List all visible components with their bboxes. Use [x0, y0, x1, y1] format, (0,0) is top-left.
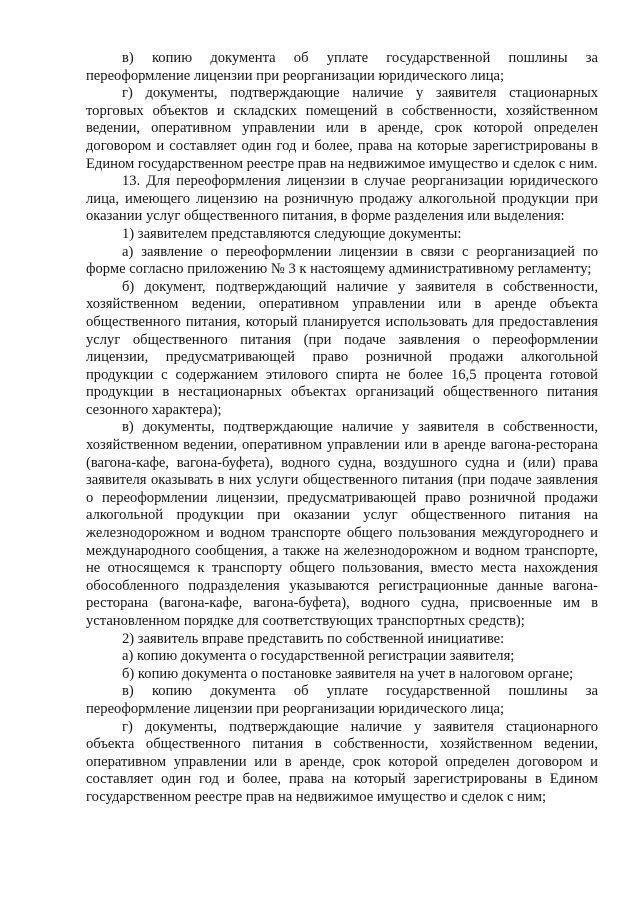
paragraph-item-2g: г) документы, подтверждающие наличие у заявителя стационарного объекта общественного питания в собственности, хозяйственном ведении, оперативном управлении или в аренде, срок которой определен договором и составляет один год и более, права на который зарегистрированы в Едином государственном реестре прав на недвижимое имущество и сделок с ним;	[86, 718, 598, 805]
paragraph-premises-docs-1: г) документы, подтверждающие наличие у заявителя стационарных торговых объектов и складских помещений в собственности, хозяйственном ведении, оперативном управлении или в аренде, срок которой определен договором и составляет один год и более, права на которые зарегистрированы в Едином государственном реестре прав на недвижимое имущество и сделок с ним.	[86, 85, 598, 172]
paragraph-item-1: 1) заявителем представляются следующие документы:	[122, 225, 462, 242]
document-page	[86, 50, 598, 807]
paragraph-item-2b: б) копию документа о постановке заявителя на учет в налоговом органе;	[122, 665, 574, 682]
paragraph-item-1b: б) документ, подтверждающий наличие у заявителя в собственности, хозяйственном ведении, оперативном управлении или в аренде объекта общественного питания, который планируется использовать для предоставления услуг общественного питания (при подаче заявления о переоформлении лицензии, предусматривающей право розничной продажи алкогольной продукции с содержанием этилового спирта не более 16,5 процента готовой продукции в нестационарных объектах организаций общественного питания сезонного характера);	[86, 278, 598, 418]
paragraph-fee-copy-1: в) копию документа об уплате государственной пошлины за переоформление лицензии при реорганизации юридического лица;	[86, 50, 598, 84]
paragraph-item-2a: а) копию документа о государственной регистрации заявителя;	[122, 648, 515, 665]
paragraph-section-13: 13. Для переоформления лицензии в случае реорганизации юридического лица, имеющего лицензию на розничную продажу алкогольной продукции при оказании услуг общественного питания, в форме разделения или выделения:	[86, 173, 598, 225]
paragraph-item-2: 2) заявитель вправе представить по собственной инициативе:	[122, 630, 505, 647]
paragraph-item-2v: в) копию документа об уплате государственной пошлины за переоформление лицензии при реорганизации юридического лица;	[86, 683, 598, 717]
paragraph-item-1a: а) заявление о переоформлении лицензии в связи с реорганизацией по форме согласно приложению № 3 к настоящему административному регламенту;	[86, 243, 598, 278]
paragraph-item-1v: в) документы, подтверждающие наличие у заявителя в собственности, хозяйственном ведении, оперативном управлении или в аренде вагона-ресторана (вагона-кафе, вагона-буфета), водного судна, воздушного судна и (или) права заявителя оказывать в них услуги общественного питания (при подаче заявления о переоформлении лицензии, предусматривающей право розничной продажи алкогольной продукции при оказании услуг общественного питания на железнодорожном и водном транспорте общего пользования междугороднего и международного сообщения, а также на железнодорожном и водном транспорте, не относящемся к транспорту общего пользования, вместо места нахождения обособленного подразделения указываются регистрационные данные вагона-ресторана (вагона-кафе, вагона-буфета), водного судна, присвоенные им в установленном порядке для соответствующих транспортных средств);	[86, 419, 598, 629]
